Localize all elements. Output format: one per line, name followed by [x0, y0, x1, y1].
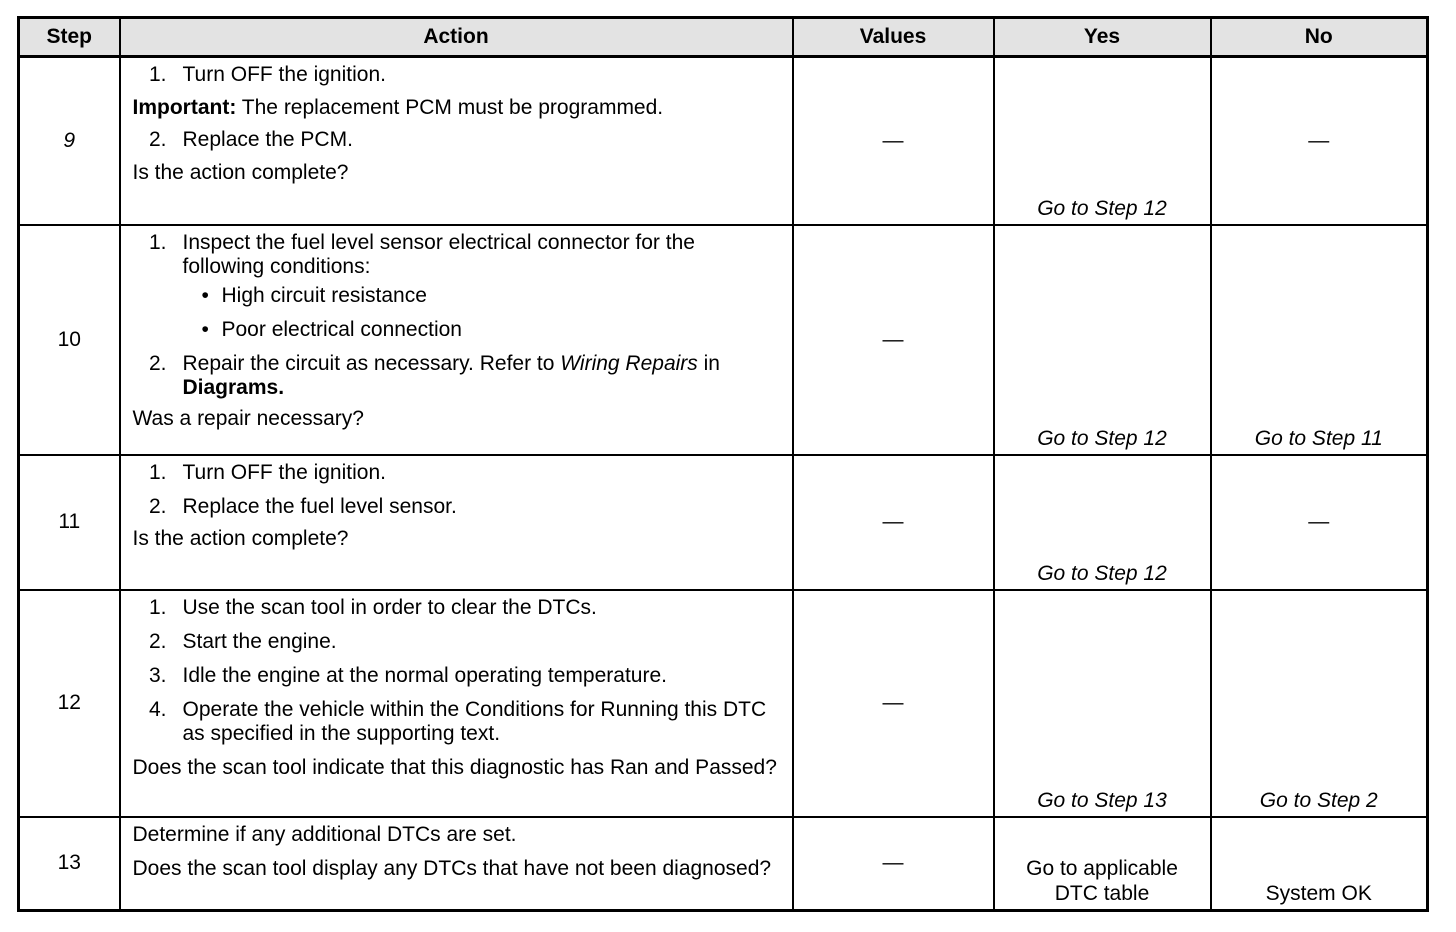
- step-number: 13: [19, 817, 120, 911]
- header-step: Step: [19, 18, 120, 57]
- yes-goto-link: Go to Step 12: [1037, 196, 1167, 220]
- header-yes: Yes: [994, 18, 1211, 57]
- action-step-item: 2. Replace the PCM.: [148, 128, 353, 151]
- no-cell: [1211, 225, 1428, 455]
- action-question: Is the action complete?: [132, 161, 349, 184]
- yes-cell: [994, 57, 1211, 225]
- yes-goto-link: Go to Step 13: [1037, 788, 1167, 812]
- action-question: Was a repair necessary?: [132, 406, 364, 430]
- no-cell: [1211, 590, 1428, 817]
- wiring-repairs-reference: Wiring Repairs: [560, 351, 698, 375]
- values-cell: [793, 590, 994, 817]
- no-dash: —: [1308, 510, 1330, 533]
- action-step-item: 1. Turn OFF the ignition.: [148, 460, 386, 484]
- important-note: Important: The replacement PCM must be programmed.: [132, 96, 664, 119]
- step-number: 12: [19, 590, 120, 817]
- values-cell: [793, 455, 994, 590]
- no-cell: [1211, 455, 1428, 590]
- values-cell: [793, 225, 994, 455]
- no-goto-link: Go to Step 11: [1254, 426, 1383, 450]
- action-step-item: 4. Operate the vehicle within the Conditions for Running this DTC as specified in the supporting text.: [148, 697, 767, 745]
- action-step-item: 1. Inspect the fuel level sensor electrical connector for the following conditions:: [148, 230, 695, 278]
- action-cell: [120, 455, 793, 590]
- action-question: Does the scan tool display any DTCs that have not been diagnosed?: [132, 856, 772, 880]
- values-dash: —: [882, 691, 904, 714]
- bullet-item: • High circuit resistance: [201, 283, 427, 307]
- values-dash: —: [882, 327, 904, 351]
- yes-cell: [994, 225, 1211, 455]
- values-cell: [793, 817, 994, 911]
- diagnostic-table: [17, 16, 1429, 912]
- bullet-item: • Poor electrical connection: [201, 317, 462, 341]
- yes-cell: [994, 590, 1211, 817]
- action-question: Does the scan tool indicate that this diagnostic has Ran and Passed?: [132, 755, 777, 779]
- no-dash: —: [1308, 128, 1330, 152]
- step-number: 9: [19, 57, 120, 225]
- yes-result: Go to applicable DTC table: [1026, 857, 1178, 905]
- action-step-item: 2. Repair the circuit as necessary. Refer to Wiring Repairs in Diagrams.: [148, 351, 720, 399]
- action-instruction: Determine if any additional DTCs are set.: [132, 822, 517, 846]
- action-step-item: 1. Use the scan tool in order to clear the DTCs.: [148, 595, 597, 619]
- values-dash: —: [882, 128, 904, 152]
- step-number: 10: [19, 225, 120, 455]
- header-values: Values: [793, 18, 994, 57]
- no-cell: [1211, 817, 1428, 911]
- yes-cell: [994, 455, 1211, 590]
- action-step-item: 2. Start the engine.: [148, 629, 337, 653]
- step-number: 11: [19, 455, 120, 590]
- table-row-step-10: [19, 225, 1428, 455]
- values-cell: [793, 57, 994, 225]
- no-cell: [1211, 57, 1428, 225]
- values-dash: —: [882, 510, 904, 533]
- action-step-item: 1. Turn OFF the ignition.: [148, 63, 386, 86]
- no-goto-link: Go to Step 2: [1259, 788, 1378, 812]
- table-row-step-11: [19, 455, 1428, 590]
- table-row-step-12: [19, 590, 1428, 817]
- action-step-item: 3. Idle the engine at the normal operating temperature.: [148, 663, 667, 687]
- yes-cell: [994, 817, 1211, 911]
- action-cell: [120, 57, 793, 225]
- no-result: System OK: [1265, 882, 1372, 905]
- header-no: No: [1211, 18, 1428, 57]
- action-cell: [120, 817, 793, 911]
- yes-goto-link: Go to Step 12: [1037, 561, 1167, 585]
- table-row-step-9: [19, 57, 1428, 225]
- yes-goto-link: Go to Step 12: [1037, 426, 1167, 450]
- header-action: Action: [120, 18, 793, 57]
- header-row: [19, 18, 1428, 57]
- action-cell: [120, 225, 793, 455]
- action-step-item: 2. Replace the fuel level sensor.: [148, 494, 457, 518]
- values-dash: —: [882, 851, 904, 875]
- action-question: Is the action complete?: [132, 526, 349, 550]
- action-cell: [120, 590, 793, 817]
- table-row-step-13: [19, 817, 1428, 911]
